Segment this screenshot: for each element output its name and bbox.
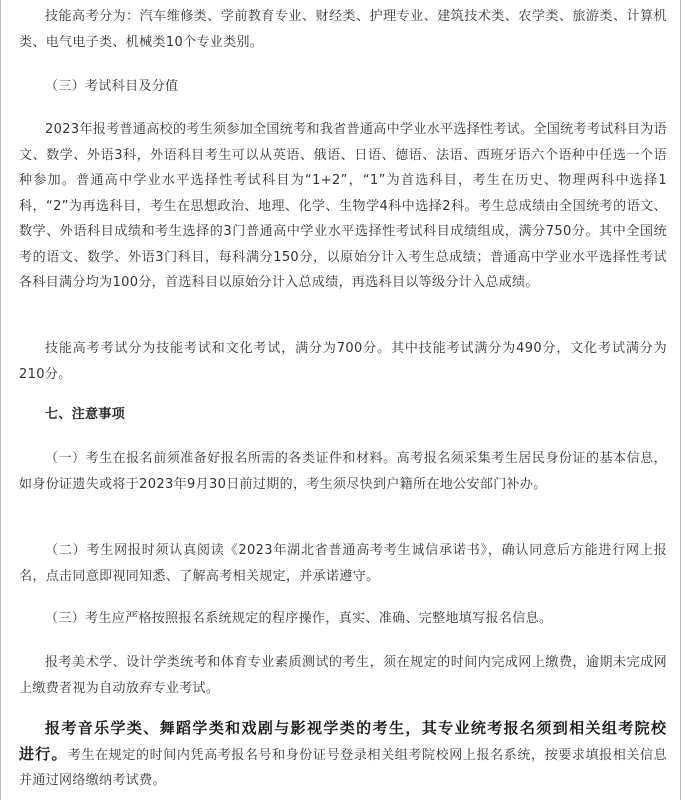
exam-subjects-subheading: （三）考试科目及分值 xyxy=(45,79,179,94)
exam-subjects-paragraph: 2023年报考普通高校的考生须参加全国统考和我省普通高中学业水平选择性考试。全国统考考试科目为语文、数学、外语3科，外语科目考生可以从英语、俄语、日语、德语、法语、西班牙语六个语种中任选一个语种参加。普通高中学业水平选择性考试科目为“1+2”，“1”为首选科目，考生在历史、物理两科中选择1科，“2”为再选科目，考生在思想政治、地理、化学、生物学4科中选择2科。考生总成绩由全国统考的语文、数学、外语科目成绩和考生选择的3门普通高中学业水平选择性考试科目成绩组成，满分750分。其中全国统考的语文、数学、外语3门科目，每科满分150分，以原始分计入考生总成绩；普通高中学业水平选择性考试各科目满分均为100分，首选科目以原始分计入总成绩，再选科目以等级分计入总成绩。 xyxy=(19,122,667,290)
notice-item-1-paragraph: （一）考生在报名前须准备好报名所需的各类证件和材料。高考报名须采集考生居民身份证的基本信息，如身份证遗失或将于2023年9月30日前过期的，考生须尽快到户籍所在地公安部门补办。 xyxy=(19,451,667,492)
music-dance-drama-bold-statement: 报考音乐学类、舞蹈学类和戏剧与影视学类的考生，其专业统考报名须到相关组考院校进行。 xyxy=(19,719,667,763)
notices-section-heading: 七、注意事项 xyxy=(45,407,126,422)
music-dance-drama-instructions: 考生在规定的时间内凭高考报名号和身份证号登录相关组考院校网上报名系统，按要求填报相关信息并通过网络缴纳考试费。 xyxy=(19,748,667,788)
skill-exam-scores-paragraph: 技能高考考试分为技能考试和文化考试，满分为700分。其中技能考试满分为490分，文化考试满分为210分。 xyxy=(19,341,667,382)
notice-item-3-paragraph: （三）考生应严格按照报名系统规定的程序操作，真实、准确、完整地填写报名信息。 xyxy=(45,611,553,626)
music-dance-drama-registration-paragraph xyxy=(19,716,667,793)
notice-item-2-paragraph: （二）考生网报时须认真阅读《2023年湖北省普通高考考生诚信承诺书》，确认同意后方能进行网上报名，点击同意即视同知悉、了解高考相关规定，并承诺遵守。 xyxy=(19,543,667,584)
skill-exam-categories-paragraph: 技能高考分为：汽车维修类、学前教育专业、财经类、护理专业、建筑技术类、农学类、旅游类、计算机类、电气电子类、机械类10个专业类别。 xyxy=(19,9,667,50)
art-sports-fee-paragraph: 报考美术学、设计学类统考和体育专业素质测试的考生，须在规定的时间内完成网上缴费，逾期未完成网上缴费者视为自动放弃专业考试。 xyxy=(19,655,667,696)
